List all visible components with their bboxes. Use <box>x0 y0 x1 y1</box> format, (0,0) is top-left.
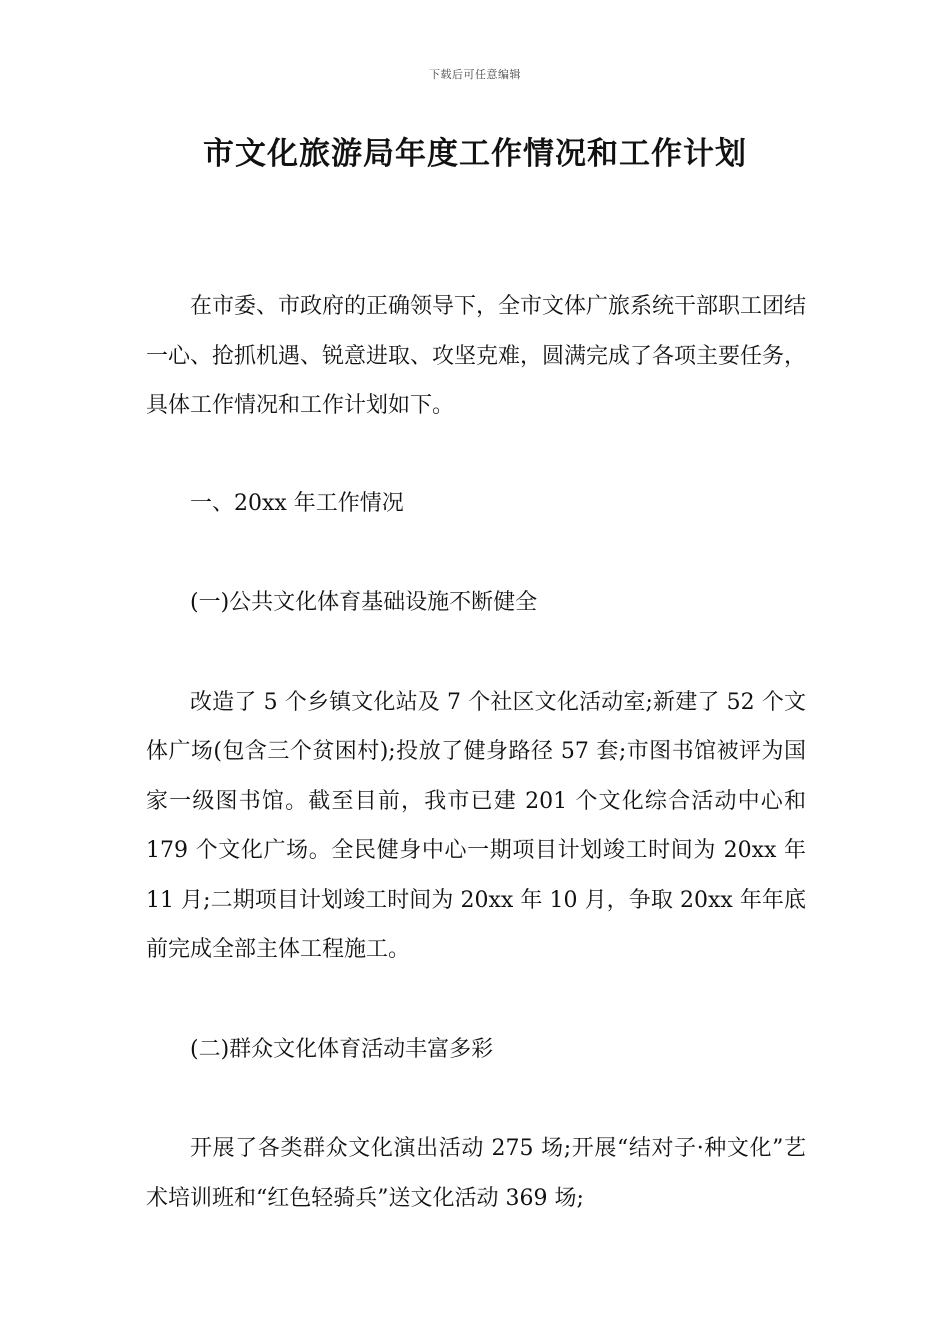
intro-paragraph: 在市委、市政府的正确领导下，全市文体广旅系统干部职工团结一心、抢抓机遇、锐意进取、攻坚克难，圆满完成了各项主要任务，具体工作情况和工作计划如下。 <box>146 294 807 418</box>
subsection-heading-1: (一)公共文化体育基础设施不断健全 <box>190 590 538 615</box>
document-body <box>146 282 806 1223</box>
document-title: 市文化旅游局年度工作情况和工作计划 <box>203 136 747 172</box>
facilities-paragraph: 改造了 5 个乡镇文化站及 7 个社区文化活动室;新建了 52 个文体广场(包含三个贫困村);投放了健身路径 57 套;市图书馆被评为国家一级图书馆。截至目前，我市已建 201 个文化综合活动中心和 179 个文化广场。全民健身中心一期项目计划竣工时间为 20xx 年 11 月;二期项目计划竣工时间为 20xx 年 10 月，争取 20xx 年年底前完成全部主体工程施工。 <box>146 689 806 962</box>
subsection-heading-2: (二)群众文化体育活动丰富多彩 <box>190 1036 494 1062</box>
section-heading-1: 一、20xx 年工作情况 <box>190 490 404 516</box>
activities-paragraph: 开展了各类群众文化演出活动 275 场;开展“结对子·种文化”艺术培训班和“红色轻骑兵”送文化活动 369 场; <box>146 1136 806 1211</box>
header-note: 下载后可任意编辑 <box>429 68 521 81</box>
